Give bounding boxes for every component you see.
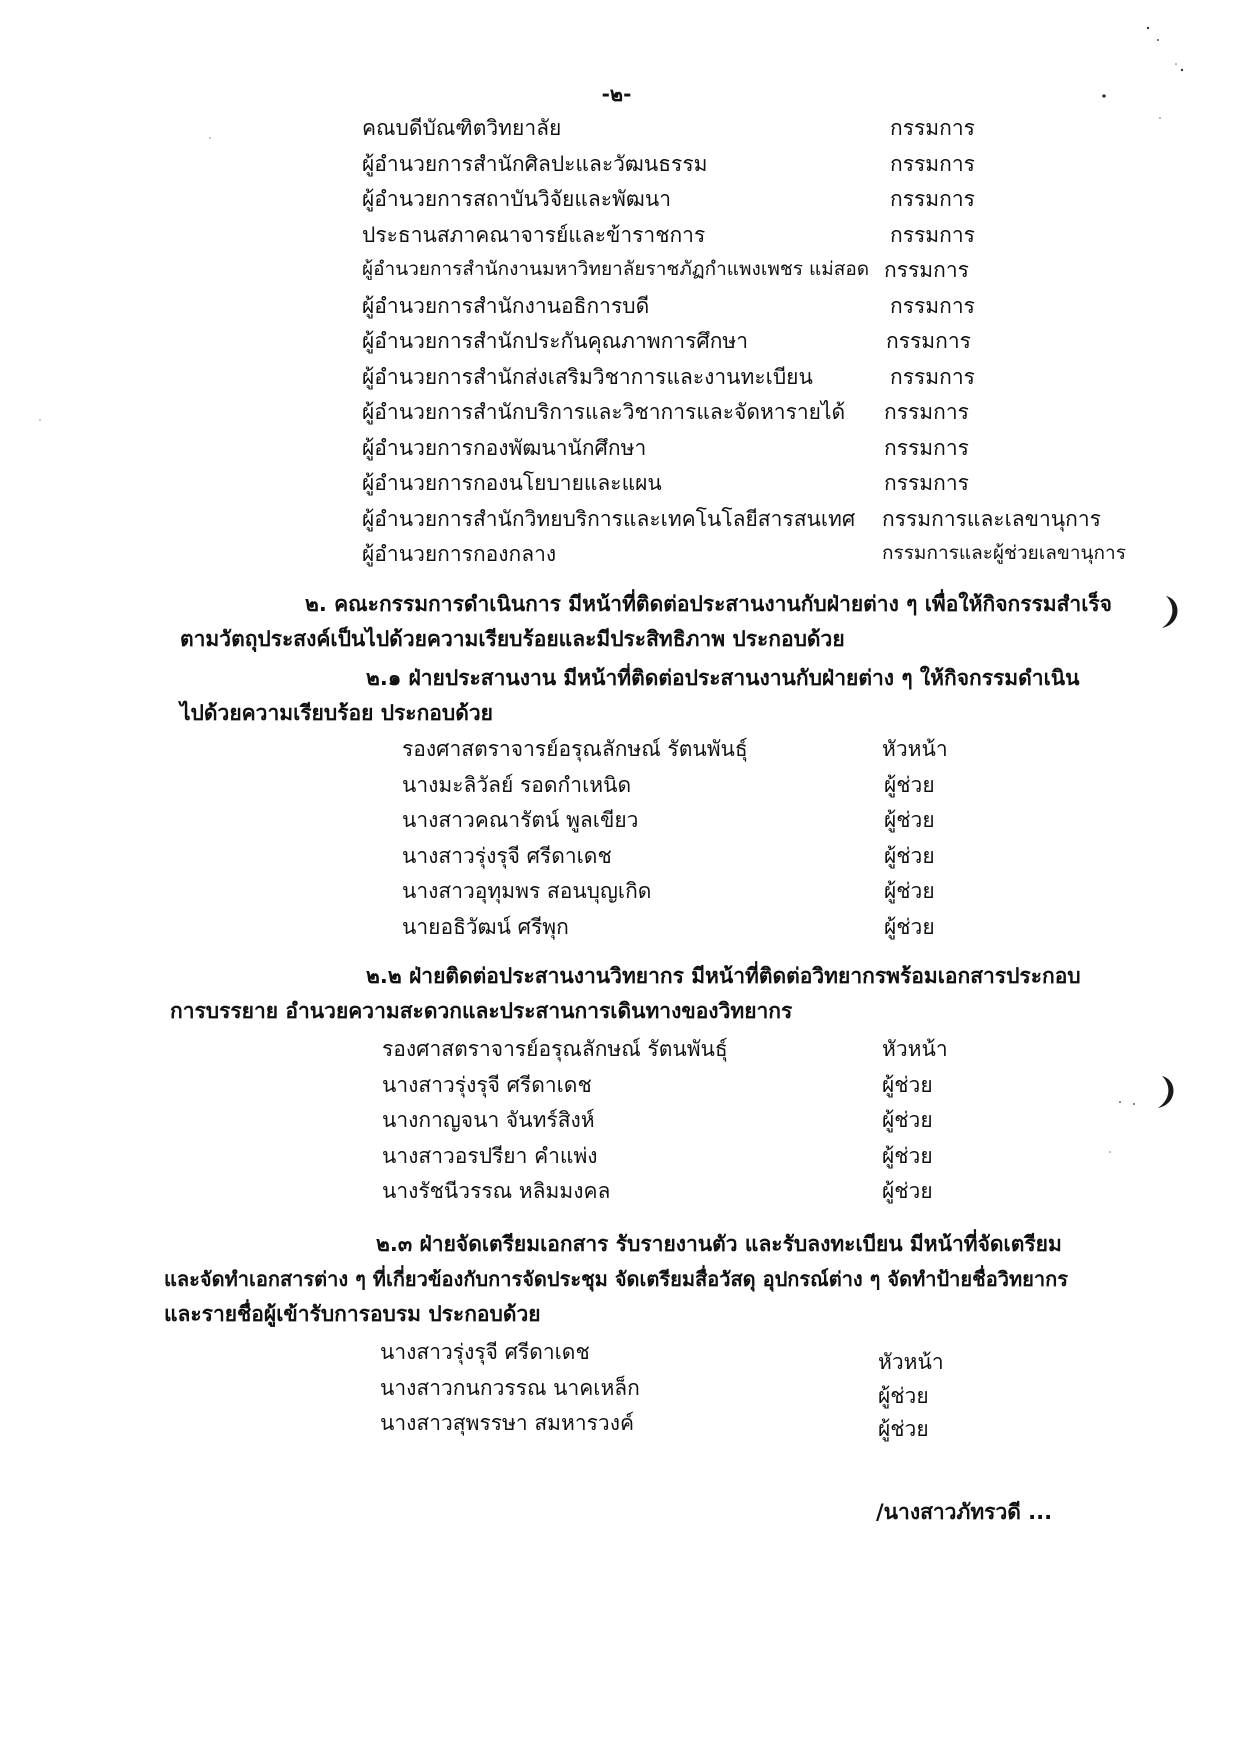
member-name: นางสาวสุพรรษา สมหารวงค์	[380, 1411, 634, 1435]
member-name: ผู้อำนวยการสำนักศิลปะและวัฒนธรรม	[362, 151, 708, 176]
member-role: กรรมการและผู้ช่วยเลขานุการ	[882, 542, 1126, 564]
member-role: ผู้ช่วย	[884, 808, 935, 832]
member-name: ผู้อำนวยการกองพัฒนานักศึกษา	[362, 435, 647, 460]
member-role: ผู้ช่วย	[882, 1179, 933, 1203]
member-name: ผู้อำนวยการสถาบันวิจัยและพัฒนา	[362, 187, 672, 211]
member-role: กรรมการ	[890, 222, 975, 247]
member-role: กรรมการ	[884, 400, 969, 424]
member-name: นางสาวอรปรียา คำแพ่ง	[382, 1143, 598, 1168]
member-role: ผู้ช่วย	[884, 772, 935, 797]
member-name: นางสาวอุทุมพร สอนบุญเกิด	[402, 879, 652, 903]
member-role: ผู้ช่วย	[882, 1072, 933, 1097]
member-name: นางสาวรุ่งรุจี ศรีดาเดช	[380, 1340, 590, 1364]
member-role: หัวหน้า	[878, 1350, 944, 1374]
paragraph-line: และจัดทำเอกสารต่าง ๆ ที่เกี่ยวข้องกับการจัดประชุม จัดเตรียมสื่อวัสดุ อุปกรณ์ต่าง ๆ จัดทำป้ายชื่อวิทยากร	[164, 1267, 1068, 1291]
member-role: กรรมการ	[884, 471, 969, 495]
member-name: นางรัชนีวรรณ หลิมมงคล	[382, 1179, 611, 1203]
member-role: กรรมการ	[890, 151, 975, 176]
member-name: คณบดีบัณฑิตวิทยาลัย	[362, 116, 562, 140]
paragraph-line: ๒. คณะกรรมการดำเนินการ มีหน้าที่ติดต่อประสานงานกับฝ่ายต่าง ๆ เพื่อให้กิจกรรมสำเร็จ	[305, 592, 1112, 616]
member-role: ผู้ช่วย	[878, 1383, 929, 1408]
member-name: นางสาวคณารัตน์ พูลเขียว	[402, 808, 639, 832]
member-name: ผู้อำนวยการกองกลาง	[362, 542, 557, 566]
member-role: ผู้ช่วย	[882, 1143, 933, 1168]
member-name: ผู้อำนวยการสำนักงานมหาวิทยาลัยราชภัฏกำแพงเพชร แม่สอด	[362, 258, 870, 280]
page-number: -๒-	[601, 82, 632, 106]
paragraph-line: ๒.๒ ฝ่ายติดต่อประสานงานวิทยากร มีหน้าที่ติดต่อวิทยากรพร้อมเอกสารประกอบ	[366, 964, 1081, 988]
member-role: กรรมการ	[886, 329, 971, 353]
member-role: กรรมการและเลขานุการ	[882, 506, 1101, 531]
member-name: นางสาวรุ่งรุจี ศรีดาเดช	[382, 1072, 592, 1097]
member-name: ผู้อำนวยการสำนักประกันคุณภาพการศึกษา	[362, 329, 749, 353]
member-role: กรรมการ	[890, 293, 975, 318]
member-name: รองศาสตราจารย์อรุณลักษณ์ รัตนพันธุ์	[382, 1037, 728, 1061]
member-role: กรรมการ	[884, 435, 969, 460]
paragraph-line: ๒.๑ ฝ่ายประสานงาน มีหน้าที่ติดต่อประสานงานกับฝ่ายต่าง ๆ ให้กิจกรรมดำเนิน	[366, 666, 1080, 690]
member-role: กรรมการ	[890, 116, 975, 140]
member-name: ประธานสภาคณาจารย์และข้าราชการ	[362, 222, 706, 247]
paragraph-line: ๒.๓ ฝ่ายจัดเตรียมเอกสาร รับรายงานตัว และรับลงทะเบียน มีหน้าที่จัดเตรียม	[376, 1232, 1062, 1256]
member-name: นางมะลิวัลย์ รอดกำเหนิด	[402, 772, 632, 797]
paragraph-line: และรายชื่อผู้เข้ารับการอบรม ประกอบด้วย	[164, 1302, 541, 1326]
member-name: รองศาสตราจารย์อรุณลักษณ์ รัตนพันธุ์	[402, 737, 748, 761]
member-name: นางสาวรุ่งรุจี ศรีดาเดช	[402, 843, 612, 868]
member-role: ผู้ช่วย	[878, 1417, 929, 1441]
member-role: ผู้ช่วย	[884, 914, 935, 939]
member-role: หัวหน้า	[882, 737, 948, 761]
member-name: นายอธิวัฒน์ ศรีพุก	[402, 914, 569, 939]
member-role: ผู้ช่วย	[884, 843, 935, 868]
continuation-text: /นางสาวภัทรวดี ...	[876, 1500, 1053, 1524]
member-role: กรรมการ	[890, 364, 975, 389]
member-name: ผู้อำนวยการสำนักงานอธิการบดี	[362, 293, 650, 318]
paragraph-line: การบรรยาย อำนวยความสะดวกและประสานการเดินทางของวิทยากร	[170, 999, 793, 1023]
member-role: กรรมการ	[890, 187, 975, 211]
member-name: ผู้อำนวยการสำนักวิทยบริการและเทคโนโลยีสารสนเทศ	[362, 506, 856, 531]
member-name: ผู้อำนวยการสำนักบริการและวิชาการและจัดหารายได้	[362, 400, 846, 424]
member-role: ผู้ช่วย	[882, 1108, 933, 1132]
member-role: ผู้ช่วย	[884, 879, 935, 903]
member-role: หัวหน้า	[882, 1037, 948, 1061]
member-name: นางสาวกนกวรรณ นาคเหล็ก	[380, 1375, 640, 1400]
member-name: นางกาญจนา จันทร์สิงห์	[382, 1108, 595, 1132]
member-name: ผู้อำนวยการสำนักส่งเสริมวิชาการและงานทะเบียน	[362, 364, 813, 389]
member-role: กรรมการ	[884, 258, 969, 282]
paragraph-line: ตามวัตถุประสงค์เป็นไปด้วยความเรียบร้อยและมีประสิทธิภาพ ประกอบด้วย	[180, 627, 845, 651]
paragraph-line: ไปด้วยความเรียบร้อย ประกอบด้วย	[180, 701, 493, 725]
member-name: ผู้อำนวยการกองนโยบายและแผน	[362, 471, 662, 495]
